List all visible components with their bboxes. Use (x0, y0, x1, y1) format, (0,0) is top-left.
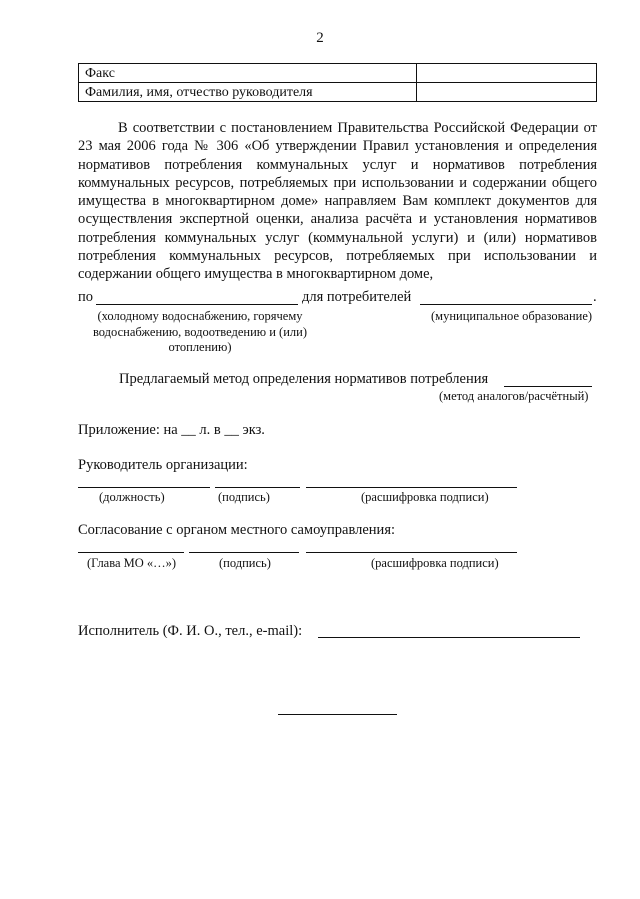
method-label: Предлагаемый метод определения нормативов потребления (119, 371, 489, 387)
caption-line: (холодному водоснабжению, горячему (97, 309, 303, 323)
signature-caption: (подпись) (218, 490, 270, 504)
position-caption: (должность) (99, 490, 165, 504)
table-row (79, 64, 597, 83)
table-cell-value (417, 83, 597, 102)
info-table (78, 63, 597, 102)
table-cell-value (417, 64, 597, 83)
municipality-caption: (муниципальное образование) (431, 309, 593, 323)
closing-separator-line (278, 714, 397, 715)
executor-label: Исполнитель (Ф. И. О., тел., e-mail): (78, 623, 303, 639)
signature-decoding-caption: (расшифровка подписи) (361, 490, 489, 504)
method-blank (504, 386, 592, 387)
for-line-suffix: . (593, 289, 597, 305)
signature-blank (215, 487, 300, 488)
table-row (79, 83, 597, 102)
org-head-label: Руководитель организации: (78, 457, 248, 473)
table-cell-label: Факс (79, 64, 417, 83)
for-line-prefix: по (78, 289, 94, 305)
method-caption: (метод аналогов/расчётный) (439, 389, 589, 403)
executor-blank (318, 637, 580, 638)
position-blank (78, 487, 210, 488)
municipality-blank (420, 304, 592, 305)
attachment-line: Приложение: на __ л. в __ экз. (78, 422, 265, 438)
caption-line: отоплению) (168, 340, 232, 354)
page-number: 2 (316, 30, 324, 46)
head-mo-blank (78, 552, 184, 553)
local-decoding-caption: (расшифровка подписи) (371, 556, 499, 570)
utility-type-caption (80, 309, 320, 356)
local-gov-label: Согласование с органом местного самоуправления: (78, 522, 396, 538)
utility-type-blank (96, 304, 298, 305)
table-cell-label: Фамилия, имя, отчество руководителя (79, 83, 417, 102)
local-signature-caption: (подпись) (219, 556, 271, 570)
main-paragraph-text: В соответствии с постановлением Правительства Российской Федерации от 23 мая 2006 года № 306 «Об утверждении Правил установления и определения нормативов потребления коммунальных услуг и нормативов потребления коммунальных ресурсов, потребляемых при использовании и содержании общего имущества в многоквартирном доме» направляем Вам комплект документов для осуществления экспертной оценки, анализа расчёта и установления нормативов потребления коммунальных услуг (коммунальной услуги) и (или) нормативов потребления коммунальных ресурсов, потребляемых при использовании и содержании общего имущества в многоквартирном доме, (78, 120, 597, 283)
head-mo-caption: (Глава МО «…») (87, 556, 177, 570)
local-signature-blank (189, 552, 299, 553)
local-decoding-blank (306, 552, 517, 553)
signature-decoding-blank (306, 487, 517, 488)
caption-line: водоснабжению, водоотведению и (или) (92, 324, 308, 339)
for-line-middle: для потребителей (302, 289, 412, 305)
main-paragraph (78, 119, 597, 284)
